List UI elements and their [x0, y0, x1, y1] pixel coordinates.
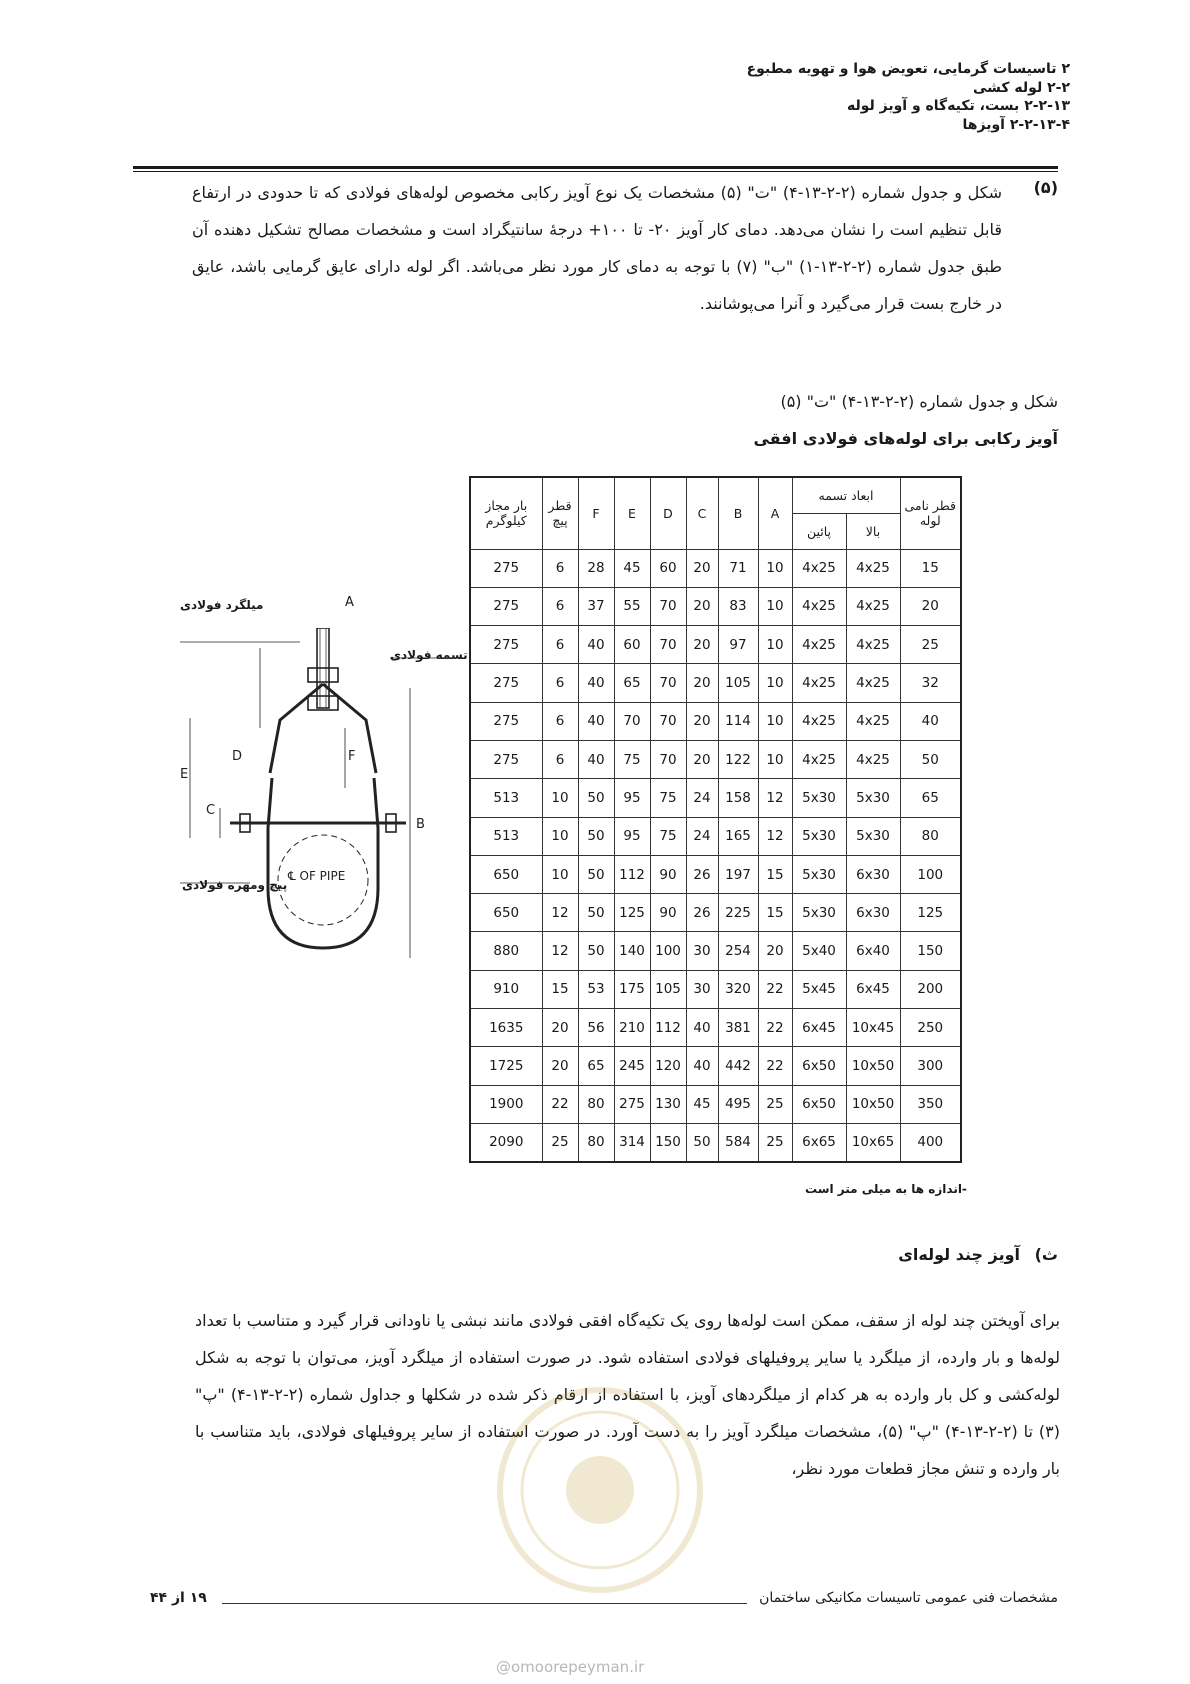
- table-cell: 910: [470, 970, 542, 1008]
- label-strap: تسمه فولادی: [390, 648, 468, 662]
- table-cell: 314: [614, 1123, 650, 1161]
- table-cell: 6: [542, 664, 578, 702]
- pipe-label: ℄ OF PIPE: [288, 869, 346, 883]
- table-cell: 114: [718, 702, 758, 740]
- table-cell: 6: [542, 740, 578, 778]
- table-body: [470, 549, 961, 1162]
- table-cell: 5x30: [846, 779, 900, 817]
- table-cell: 40: [578, 740, 614, 778]
- table-cell: 650: [470, 855, 542, 893]
- table-cell: 5x40: [792, 932, 846, 970]
- table-cell: 6x40: [846, 932, 900, 970]
- table-cell: 50: [578, 779, 614, 817]
- table-cell: 125: [900, 894, 961, 932]
- table-cell: 22: [758, 1047, 792, 1085]
- table-cell: 130: [650, 1085, 686, 1123]
- table-cell: 70: [650, 587, 686, 625]
- table-cell: 4x25: [846, 664, 900, 702]
- label-a: A: [345, 595, 354, 610]
- table-cell: 122: [718, 740, 758, 778]
- table-cell: 10: [758, 626, 792, 664]
- table-cell: 4x25: [846, 549, 900, 587]
- table-row: [470, 740, 961, 778]
- table-cell: 105: [718, 664, 758, 702]
- table-cell: 65: [900, 779, 961, 817]
- section-paragraph: برای آویختن چند لوله از سقف، ممکن است لوله‌ها روی یک تکیه‌گاه افقی فولادی مانند نبشی یا ناودانی قرار گیرد و متناسب با تعداد لوله‌ها و بار وارده، از میلگرد یا سایر پروفیلهای فولادی استفاده شود. در صورت استفاده از میلگرد آویز، می‌توان با توجه به شکل لوله‌کشی و کل بار وارده به هر کدام از میلگردهای آویز، با استفاده از ارقام ذکر شده در شکلها و جداول شماره (۲-۲-۱۳-۴) "پ" (۳) تا (۲-۲-۱۳-۴) "پ" (۵)، مشخصات میلگرد آویز را به دست آورد. در صورت استفاده از سایر پروفیلهای فولادی، باید متناسب با بار وارده و تنش مجاز قطعات مورد نظر،: [195, 1311, 1061, 1478]
- table-cell: 1900: [470, 1085, 542, 1123]
- table-cell: 4x25: [846, 702, 900, 740]
- table-cell: 20: [686, 626, 718, 664]
- table-row: [470, 1009, 961, 1047]
- table-row: [470, 664, 961, 702]
- table-cell: 70: [614, 702, 650, 740]
- dim-label-f: F: [348, 749, 356, 764]
- dim-label-d: D: [232, 749, 243, 764]
- table-cell: 22: [542, 1085, 578, 1123]
- table-cell: 6x50: [792, 1085, 846, 1123]
- table-cell: 100: [900, 855, 961, 893]
- table-cell: 56: [578, 1009, 614, 1047]
- table-cell: 20: [686, 702, 718, 740]
- table-row: [470, 932, 961, 970]
- header-f: F: [578, 477, 614, 549]
- header-line-3: ۲-۲-۱۳ بست، تکیه‌گاه و آویز لوله: [846, 98, 1070, 114]
- figure-title: آویز رکابی برای لوله‌های فولادی افقی: [753, 429, 1058, 448]
- table-cell: 275: [470, 740, 542, 778]
- table-cell: 25: [758, 1085, 792, 1123]
- table-row: [470, 1085, 961, 1123]
- header-d: D: [650, 477, 686, 549]
- label-rod: میلگرد فولادی: [180, 598, 264, 612]
- table-row: [470, 549, 961, 587]
- table-row: [470, 702, 961, 740]
- table-cell: 10: [758, 740, 792, 778]
- table-cell: 45: [686, 1085, 718, 1123]
- header-line-4: ۲-۲-۱۳-۴ آویزها: [962, 116, 1070, 133]
- table-cell: 20: [686, 549, 718, 587]
- table-cell: 6x45: [846, 970, 900, 1008]
- table-cell: 112: [650, 1009, 686, 1047]
- table-cell: 197: [718, 855, 758, 893]
- table-cell: 30: [686, 932, 718, 970]
- table-cell: 513: [470, 817, 542, 855]
- table-cell: 350: [900, 1085, 961, 1123]
- table-cell: 15: [542, 970, 578, 1008]
- header-bolt: قطر پیچ: [542, 477, 578, 549]
- table-cell: 20: [686, 664, 718, 702]
- table-cell: 1725: [470, 1047, 542, 1085]
- table-cell: 12: [542, 932, 578, 970]
- table-cell: 70: [650, 740, 686, 778]
- table-cell: 12: [542, 894, 578, 932]
- table-cell: 5x30: [792, 817, 846, 855]
- table-cell: 30: [686, 970, 718, 1008]
- table-cell: 880: [470, 932, 542, 970]
- table-cell: 20: [686, 587, 718, 625]
- table-cell: 75: [650, 779, 686, 817]
- table-cell: 50: [578, 932, 614, 970]
- section-title: آویز چند لوله‌ای: [898, 1245, 1020, 1264]
- table-cell: 6: [542, 587, 578, 625]
- table-cell: 275: [470, 626, 542, 664]
- table-cell: 158: [718, 779, 758, 817]
- table-cell: 300: [900, 1047, 961, 1085]
- table-note: -اندازه ها به میلی متر است: [805, 1182, 967, 1196]
- table-cell: 20: [758, 932, 792, 970]
- table-cell: 200: [900, 970, 961, 1008]
- table-cell: 650: [470, 894, 542, 932]
- table-cell: 70: [650, 664, 686, 702]
- table-cell: 275: [470, 549, 542, 587]
- header-e: E: [614, 477, 650, 549]
- table-cell: 25: [758, 1123, 792, 1161]
- table-cell: 40: [900, 702, 961, 740]
- table-cell: 275: [470, 664, 542, 702]
- table-cell: 12: [758, 817, 792, 855]
- table-cell: 4x25: [846, 587, 900, 625]
- dim-label-e: E: [180, 767, 189, 782]
- table-cell: 4x25: [792, 702, 846, 740]
- header-strap-dims: ابعاد تسمه: [792, 477, 900, 513]
- table-cell: 90: [650, 894, 686, 932]
- table-cell: 24: [686, 817, 718, 855]
- header-line-1: ۲ تاسیسات گرمایی، تعویض هوا و تهویه مطبوع: [746, 61, 1070, 77]
- table-cell: 6x50: [792, 1047, 846, 1085]
- table-cell: 50: [578, 855, 614, 893]
- table-cell: 150: [650, 1123, 686, 1161]
- table-cell: 100: [650, 932, 686, 970]
- table-row: [470, 970, 961, 1008]
- table-cell: 25: [900, 626, 961, 664]
- table-cell: 210: [614, 1009, 650, 1047]
- dim-label-b: B: [416, 817, 425, 832]
- page-header: [210, 60, 1070, 134]
- table-cell: 50: [578, 817, 614, 855]
- table-cell: 1635: [470, 1009, 542, 1047]
- table-cell: 320: [718, 970, 758, 1008]
- table-cell: 5x30: [792, 855, 846, 893]
- table-row: [470, 626, 961, 664]
- table-cell: 4x25: [792, 740, 846, 778]
- table-cell: 10x45: [846, 1009, 900, 1047]
- table-cell: 65: [578, 1047, 614, 1085]
- header-nominal: قطر نامی لوله: [900, 477, 961, 549]
- table-cell: 80: [578, 1123, 614, 1161]
- header-bottom: پائین: [792, 513, 846, 549]
- table-cell: 254: [718, 932, 758, 970]
- table-cell: 5x30: [846, 817, 900, 855]
- table-cell: 4x25: [792, 549, 846, 587]
- table-cell: 75: [650, 817, 686, 855]
- table-cell: 275: [614, 1085, 650, 1123]
- table-cell: 4x25: [792, 626, 846, 664]
- header-load: بار مجاز کیلوگرم: [470, 477, 542, 549]
- table-cell: 50: [686, 1123, 718, 1161]
- header-a: A: [758, 477, 792, 549]
- table-cell: 26: [686, 894, 718, 932]
- table-cell: 95: [614, 779, 650, 817]
- table-row: [470, 1047, 961, 1085]
- table-cell: 53: [578, 970, 614, 1008]
- table-cell: 4x25: [846, 740, 900, 778]
- table-cell: 71: [718, 549, 758, 587]
- header-rule-thick: [133, 166, 1058, 169]
- page-number: ۱۹ از ۴۴: [150, 1590, 207, 1606]
- table-row: [470, 894, 961, 932]
- header-c: C: [686, 477, 718, 549]
- table-cell: 40: [578, 664, 614, 702]
- table-cell: 495: [718, 1085, 758, 1123]
- table-cell: 4x25: [846, 626, 900, 664]
- header-line-2: ۲-۲ لوله کشی: [973, 79, 1070, 96]
- table-cell: 381: [718, 1009, 758, 1047]
- table-cell: 22: [758, 970, 792, 1008]
- table-cell: 75: [614, 740, 650, 778]
- seal-watermark: [470, 1385, 730, 1599]
- table-cell: 400: [900, 1123, 961, 1161]
- table-cell: 140: [614, 932, 650, 970]
- table-cell: 20: [900, 587, 961, 625]
- table-cell: 28: [578, 549, 614, 587]
- table-cell: 245: [614, 1047, 650, 1085]
- table-cell: 6: [542, 702, 578, 740]
- table-cell: 125: [614, 894, 650, 932]
- table-cell: 6: [542, 626, 578, 664]
- footer-title: مشخصات فنی عمومی تاسیسات مکانیکی ساختمان: [759, 1590, 1058, 1606]
- table-cell: 120: [650, 1047, 686, 1085]
- table-cell: 10: [758, 587, 792, 625]
- table-cell: 70: [650, 626, 686, 664]
- table-cell: 4x25: [792, 587, 846, 625]
- hanger-drawing: [180, 628, 470, 962]
- table-cell: 40: [578, 626, 614, 664]
- table-cell: 24: [686, 779, 718, 817]
- table-row: [470, 587, 961, 625]
- table-cell: 10x50: [846, 1085, 900, 1123]
- table-cell: 10: [542, 779, 578, 817]
- table-cell: 250: [900, 1009, 961, 1047]
- table-cell: 6x30: [846, 855, 900, 893]
- table-cell: 40: [686, 1009, 718, 1047]
- table-cell: 225: [718, 894, 758, 932]
- table-cell: 442: [718, 1047, 758, 1085]
- figure-caption: شکل و جدول شماره (۲-۲-۱۳-۴) "ت" (۵): [780, 392, 1058, 411]
- table-cell: 5x30: [792, 779, 846, 817]
- table-cell: 70: [650, 702, 686, 740]
- table-cell: 10x65: [846, 1123, 900, 1161]
- table-cell: 65: [614, 664, 650, 702]
- table-cell: 15: [758, 855, 792, 893]
- table-cell: 15: [758, 894, 792, 932]
- table-cell: 165: [718, 817, 758, 855]
- table-cell: 40: [686, 1047, 718, 1085]
- table-cell: 5x45: [792, 970, 846, 1008]
- table-cell: 10x50: [846, 1047, 900, 1085]
- table-cell: 10: [542, 855, 578, 893]
- table-row: [470, 817, 961, 855]
- table-row: [470, 855, 961, 893]
- table-cell: 90: [650, 855, 686, 893]
- table-cell: 10: [758, 664, 792, 702]
- paragraph-5: شکل و جدول شماره (۲-۲-۱۳-۴) "ت" (۵) مشخصات یک نوع آویز رکابی مخصوص لوله‌های فولادی که تا حدودی در ارتفاع قابل تنظیم است را نشان می‌دهد. دمای کار آویز ۲۰- تا ۱۰۰+ درجهٔ سانتیگراد است و مشخصات مصالح تشکیل دهنده آن طبق جدول شماره (۲-۲-۱۳-۱) "ب" (۷) با توجه به دمای کار مورد نظر می‌باشد. اگر لوله دارای عایق گرمایی باشد، عایق در خارج بست قرار می‌گیرد و آنرا می‌پوشانند.: [192, 183, 1002, 313]
- table-cell: 275: [470, 702, 542, 740]
- label-bolt: پیچ ومهره فولادی: [182, 878, 288, 892]
- table-cell: 60: [614, 626, 650, 664]
- header-rule-thin: [133, 171, 1058, 172]
- table-cell: 50: [900, 740, 961, 778]
- table-cell: 15: [900, 549, 961, 587]
- table-cell: 10: [758, 549, 792, 587]
- table-cell: 275: [470, 587, 542, 625]
- table-cell: 40: [578, 702, 614, 740]
- table-cell: 10: [758, 702, 792, 740]
- footer-url[interactable]: @omoorepeyman.ir: [496, 1658, 645, 1676]
- table-cell: 20: [542, 1009, 578, 1047]
- table-cell: 175: [614, 970, 650, 1008]
- table-cell: 80: [578, 1085, 614, 1123]
- table-cell: 60: [650, 549, 686, 587]
- table-cell: 150: [900, 932, 961, 970]
- table-cell: 95: [614, 817, 650, 855]
- spec-table: [469, 476, 962, 1163]
- table-cell: 2090: [470, 1123, 542, 1161]
- spec-table-wrapper: [469, 476, 962, 1163]
- table-cell: 50: [578, 894, 614, 932]
- table-cell: 55: [614, 587, 650, 625]
- table-cell: 6: [542, 549, 578, 587]
- table-cell: 20: [686, 740, 718, 778]
- header-b: B: [718, 477, 758, 549]
- table-cell: 97: [718, 626, 758, 664]
- table-cell: 513: [470, 779, 542, 817]
- table-cell: 584: [718, 1123, 758, 1161]
- table-cell: 32: [900, 664, 961, 702]
- table-cell: 83: [718, 587, 758, 625]
- dim-label-c: C: [206, 803, 216, 818]
- table-cell: 5x30: [792, 894, 846, 932]
- table-cell: 105: [650, 970, 686, 1008]
- table-cell: 26: [686, 855, 718, 893]
- table-cell: 112: [614, 855, 650, 893]
- section-marker: ث): [1034, 1245, 1058, 1264]
- table-cell: 12: [758, 779, 792, 817]
- table-cell: 45: [614, 549, 650, 587]
- table-cell: 20: [542, 1047, 578, 1085]
- table-cell: 37: [578, 587, 614, 625]
- footer-rule: [222, 1603, 747, 1604]
- table-cell: 10: [542, 817, 578, 855]
- table-cell: 6x30: [846, 894, 900, 932]
- table-cell: 80: [900, 817, 961, 855]
- header-top: بالا: [846, 513, 900, 549]
- table-cell: 6x45: [792, 1009, 846, 1047]
- table-cell: 22: [758, 1009, 792, 1047]
- table-cell: 6x65: [792, 1123, 846, 1161]
- table-row: [470, 779, 961, 817]
- paragraph-marker: (۵): [1033, 178, 1058, 197]
- table-cell: 4x25: [792, 664, 846, 702]
- table-row: [470, 1123, 961, 1161]
- table-cell: 25: [542, 1123, 578, 1161]
